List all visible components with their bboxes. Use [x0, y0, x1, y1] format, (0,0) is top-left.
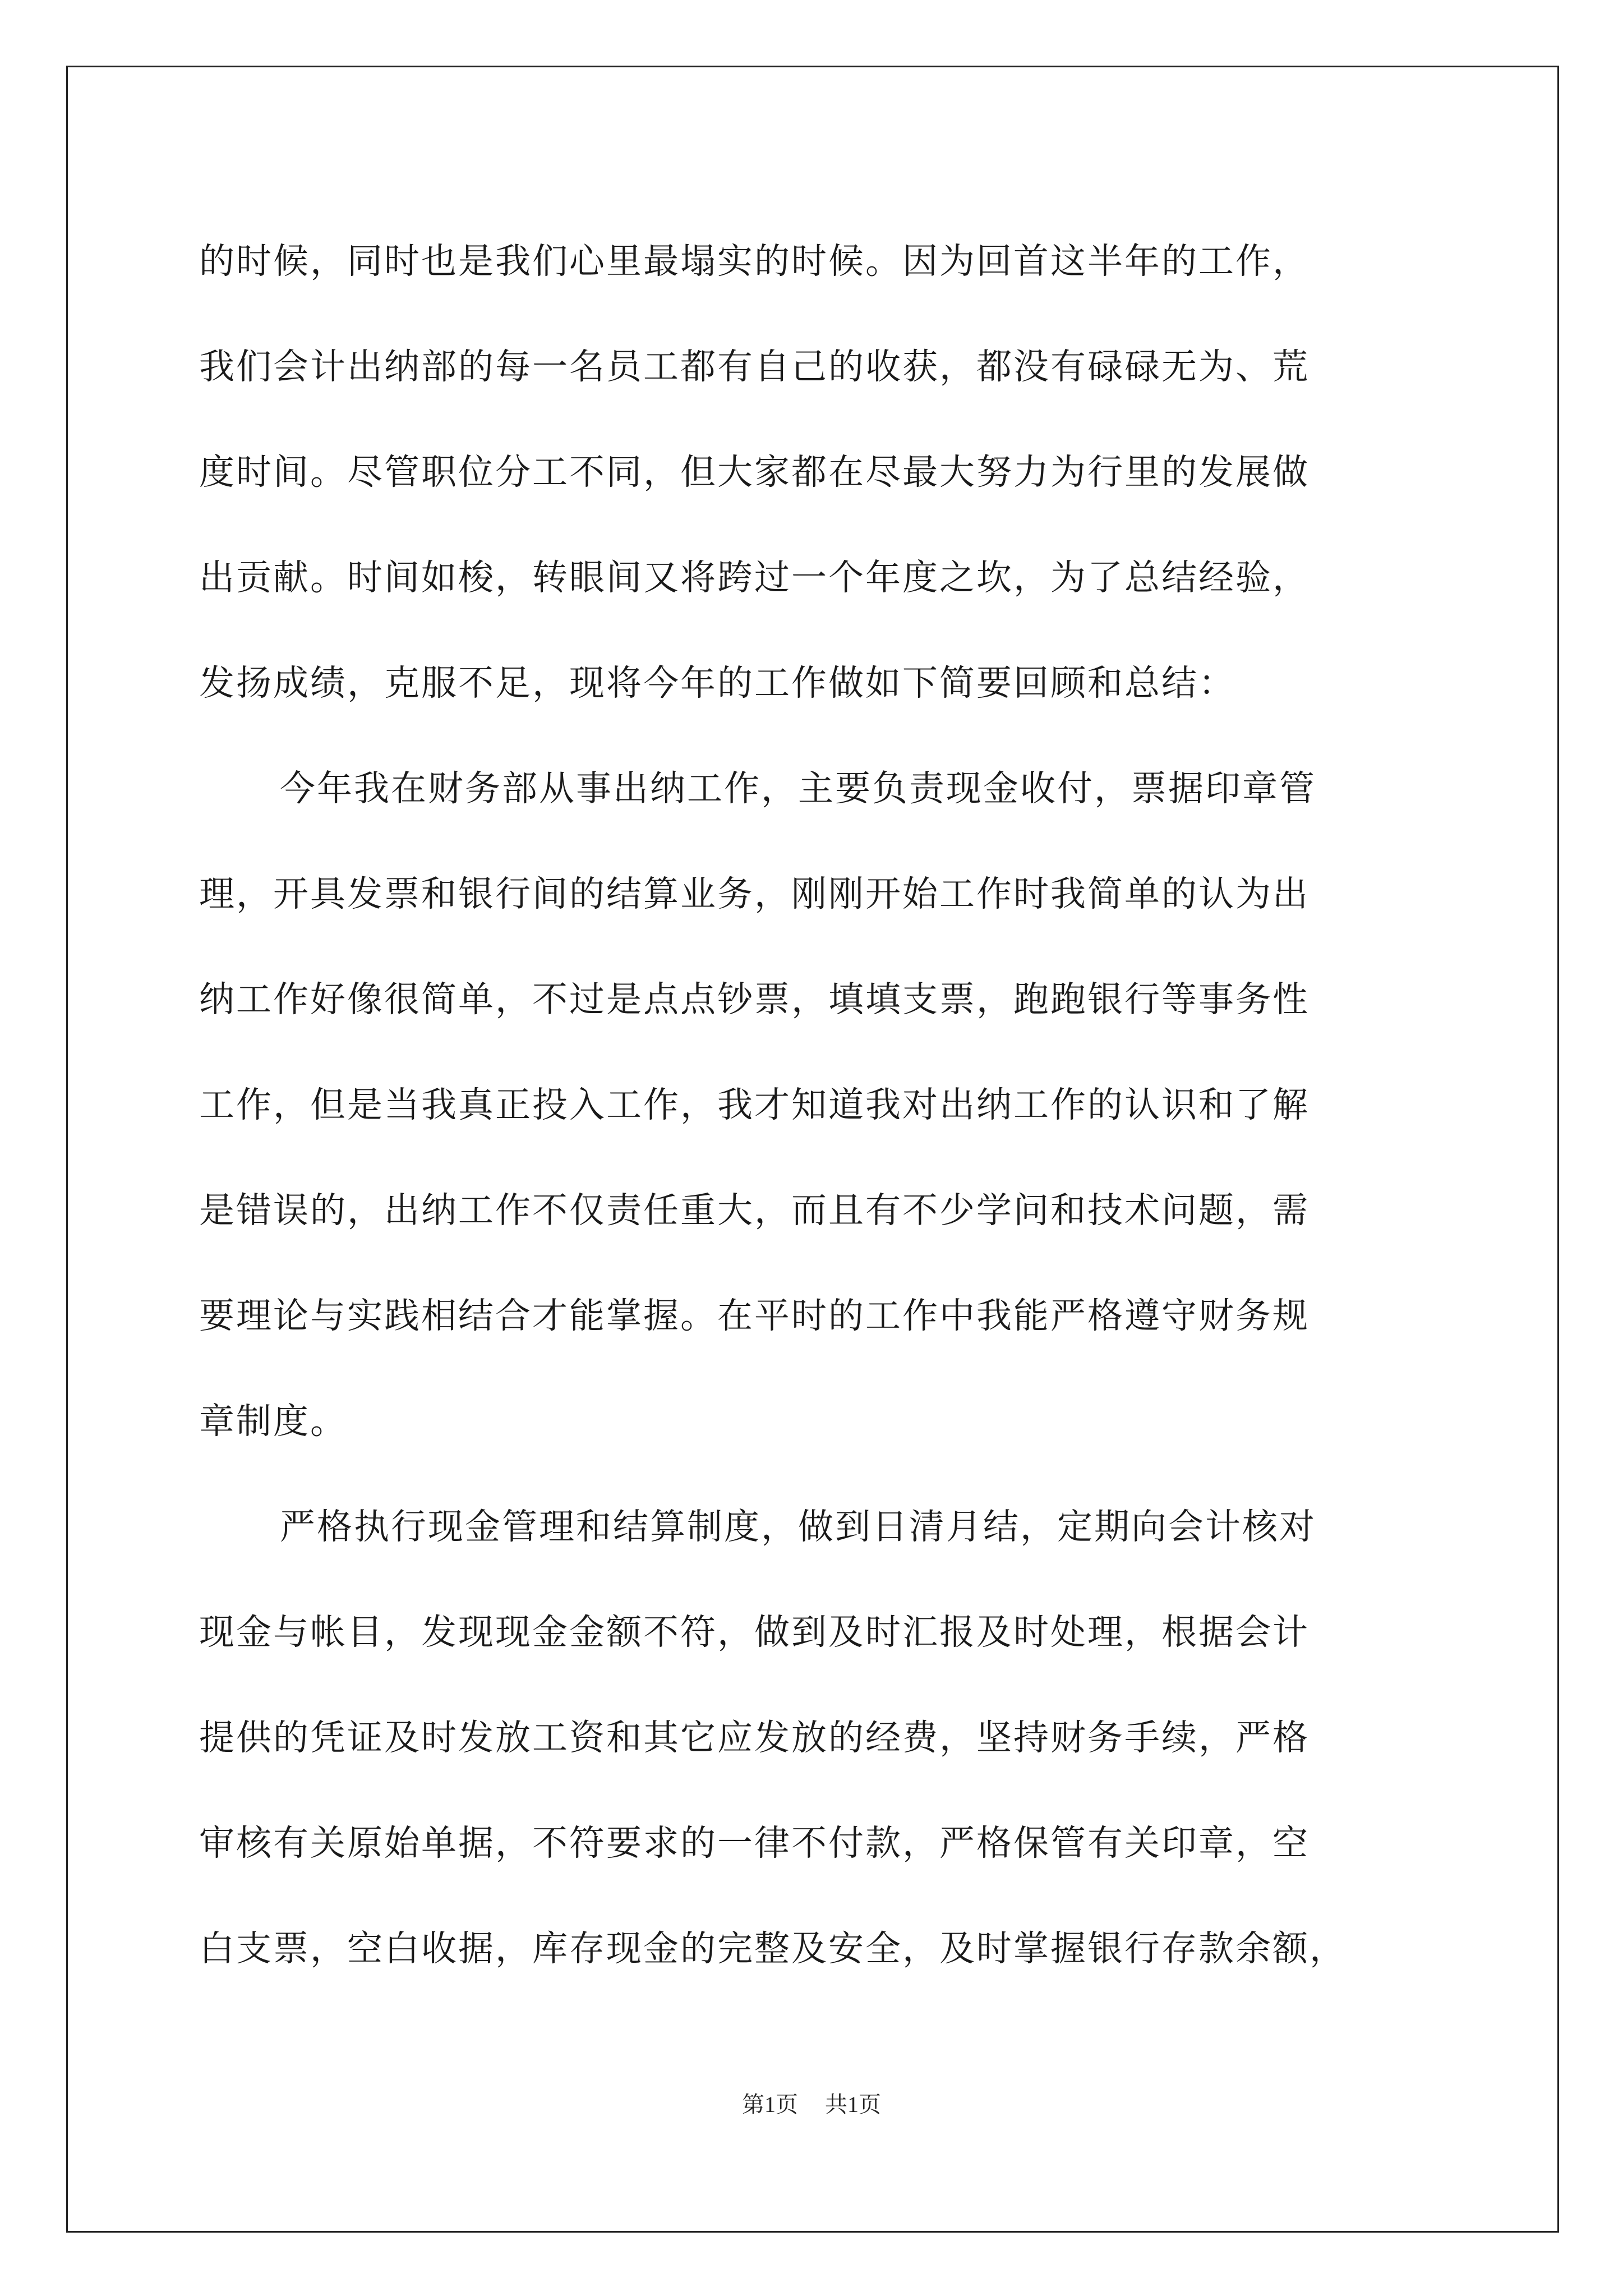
text-line: 度时间。尽管职位分工不同，但大家都在尽最大努力为行里的发展做	[199, 452, 1310, 493]
text-line: 提供的凭证及时发放工资和其它应发放的经费，坚持财务手续，严格	[199, 1717, 1310, 1758]
paragraph-2	[199, 736, 1433, 1474]
text-line: 工作，但是当我真正投入工作，我才知道我对出纳工作的认识和了解	[199, 1084, 1310, 1125]
text-line: 理，开具发票和银行间的结算业务，刚刚开始工作时我简单的认为出	[199, 873, 1310, 914]
text-line: 发扬成绩，克服不足，现将今年的工作做如下简要回顾和总结：	[199, 662, 1235, 703]
text-line: 出贡献。时间如梭，转眼间又将跨过一个年度之坎，为了总结经验，	[199, 557, 1310, 598]
text-line: 纳工作好像很简单，不过是点点钞票，填填支票，跑跑银行等事务性	[199, 979, 1310, 1020]
text-line-first: 今年我在财务部从事出纳工作，主要负责现金收付，票据印章管	[280, 768, 1316, 809]
paragraph-3	[199, 1474, 1433, 2001]
text-line: 章制度。	[199, 1401, 347, 1442]
text-line-first: 严格执行现金管理和结算制度，做到日清月结，定期向会计核对	[280, 1506, 1316, 1547]
text-line: 现金与帐目，发现现金金额不符，做到及时汇报及时处理，根据会计	[199, 1612, 1310, 1653]
page-total: 共1页	[825, 2092, 881, 2117]
text-line: 审核有关原始单据，不符要求的一律不付款，严格保管有关印章，空	[199, 1823, 1310, 1864]
text-line: 要理论与实践相结合才能掌握。在平时的工作中我能严格遵守财务规	[199, 1295, 1310, 1336]
text-line: 的时候，同时也是我们心里最塌实的时候。因为回首这半年的工作，	[199, 241, 1310, 282]
page-footer	[0, 2087, 1623, 2119]
text-line: 是错误的，出纳工作不仅责任重大，而且有不少学问和技术问题，需	[199, 1190, 1310, 1231]
text-line: 白支票，空白收据，库存现金的完整及安全，及时掌握银行存款余额，	[199, 1928, 1347, 1969]
document-body	[199, 209, 1433, 2001]
paragraph-1	[199, 209, 1433, 736]
text-line: 我们会计出纳部的每一名员工都有自己的收获，都没有碌碌无为、荒	[199, 346, 1310, 387]
page-number: 第1页	[742, 2092, 798, 2117]
